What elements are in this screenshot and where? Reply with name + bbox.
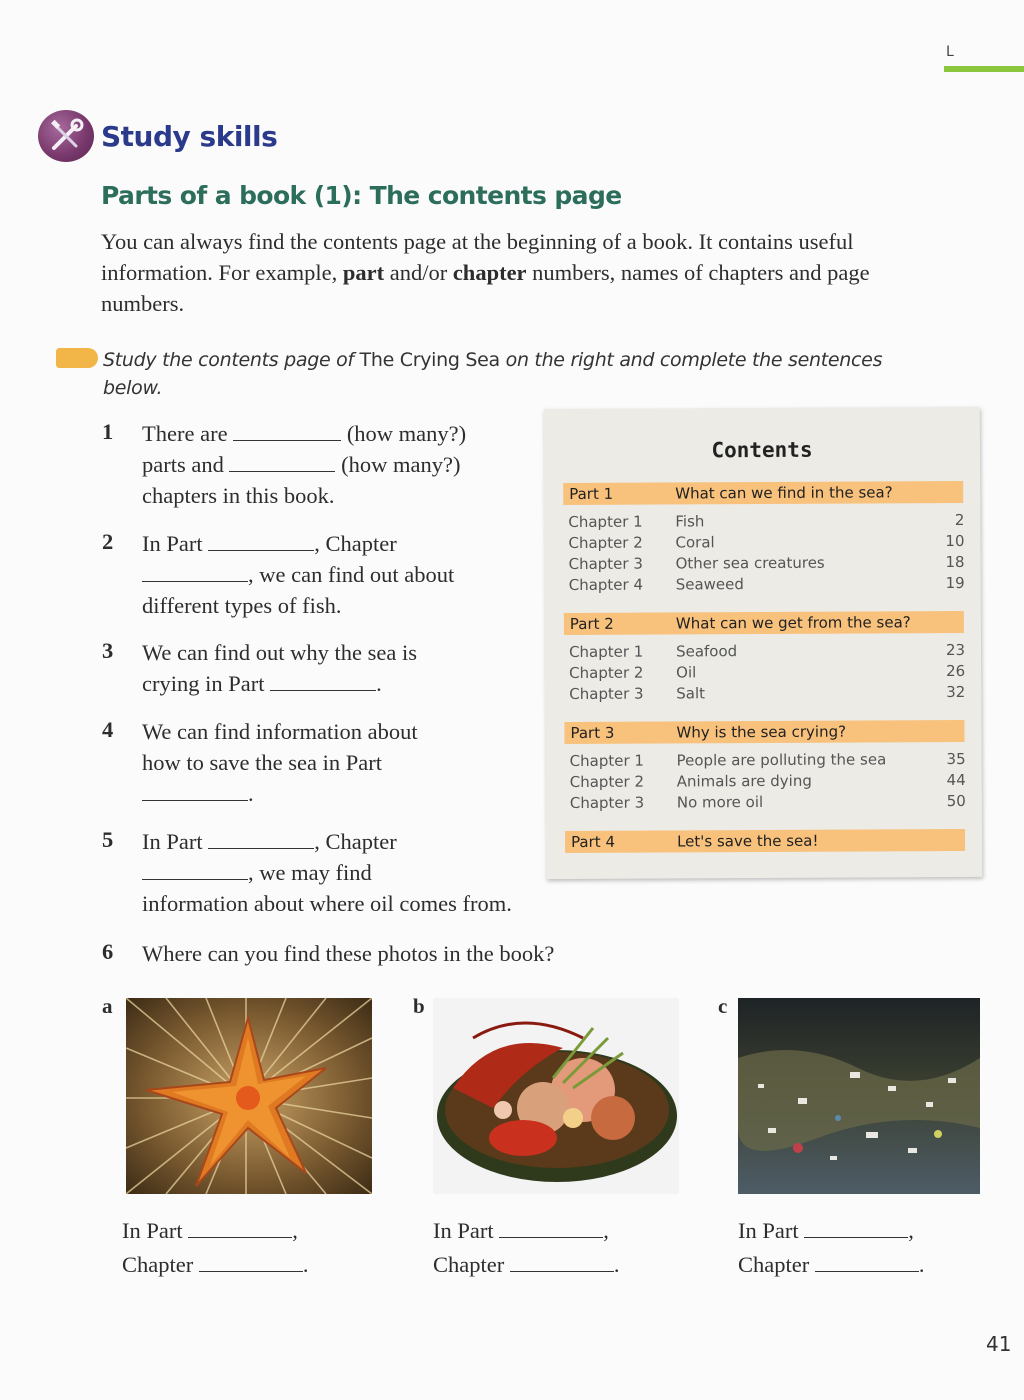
answer-blank[interactable] bbox=[199, 1252, 303, 1272]
answer-blank[interactable] bbox=[510, 1252, 614, 1272]
contents-chapter-row: Chapter 1 People are polluting the sea 35 bbox=[569, 749, 966, 771]
contents-card bbox=[544, 407, 982, 879]
contents-part-row: Part 4 Let's save the sea! bbox=[565, 829, 965, 853]
photo-letter: b bbox=[413, 994, 425, 1018]
contents-chapter-row: Chapter 4 Seaweed 19 bbox=[568, 573, 965, 595]
question-3: We can find out why the sea is crying in Part . bbox=[142, 640, 417, 696]
answer-blank[interactable] bbox=[270, 671, 376, 691]
answer-blank[interactable] bbox=[804, 1218, 908, 1238]
seafood-photo bbox=[433, 998, 679, 1194]
question-number: 3 bbox=[102, 638, 114, 663]
corner-mark: L bbox=[946, 44, 954, 60]
answer-blank[interactable] bbox=[208, 531, 314, 551]
contents-chapter-row: Chapter 3 Salt 32 bbox=[569, 682, 966, 704]
question-number: 4 bbox=[102, 717, 114, 742]
answer-blank[interactable] bbox=[188, 1218, 292, 1238]
question-number: 2 bbox=[102, 529, 114, 554]
photo-caption: In Part , Chapter . bbox=[122, 1218, 309, 1277]
contents-part-row: Part 1 What can we find in the sea? bbox=[563, 481, 963, 505]
answer-blank[interactable] bbox=[208, 829, 314, 849]
contents-chapter-row: Chapter 2 Coral 10 bbox=[568, 531, 965, 553]
contents-title: Contents bbox=[711, 437, 813, 463]
contents-chapter-row: Chapter 2 Oil 26 bbox=[569, 661, 966, 683]
contents-chapter-row: Chapter 1 Fish 2 bbox=[568, 510, 965, 532]
answer-blank[interactable] bbox=[142, 781, 248, 801]
question-6: Where can you find these photos in the book? bbox=[142, 941, 555, 966]
section-heading: Study skills bbox=[101, 120, 278, 153]
answer-blank[interactable] bbox=[233, 421, 341, 441]
question-4: We can find information about how to save the sea in Part . bbox=[142, 719, 418, 806]
question-1: There are (how many?) parts and (how many?) chapters in this book. bbox=[142, 421, 467, 508]
page-title: Parts of a book (1): The contents page bbox=[101, 181, 622, 210]
answer-blank[interactable] bbox=[142, 562, 248, 582]
page-number: 41 bbox=[986, 1332, 1012, 1356]
corner-line bbox=[944, 66, 1024, 72]
answer-blank[interactable] bbox=[815, 1252, 919, 1272]
intro-paragraph: You can always find the contents page at the beginning of a book. It contains useful information. For example, part and/or chapter numbers, names of chapters and page numbers. bbox=[101, 229, 870, 316]
contents-chapter-row: Chapter 1 Seafood 23 bbox=[568, 640, 966, 662]
instruction: Study the contents page of The Crying Sea on the right and complete the sentences below. bbox=[103, 349, 883, 399]
contents-part-row: Part 3 Why is the sea crying? bbox=[564, 720, 964, 744]
answer-blank[interactable] bbox=[499, 1218, 603, 1238]
answer-blank[interactable] bbox=[229, 452, 335, 472]
question-number: 6 bbox=[102, 939, 114, 964]
question-2: In Part , Chapter , we can find out about different types of fish. bbox=[142, 531, 455, 618]
contents-chapter-row: Chapter 2 Animals are dying 44 bbox=[569, 770, 966, 792]
contents-chapter-row: Chapter 3 No more oil 50 bbox=[569, 791, 966, 813]
photo-letter: a bbox=[102, 994, 113, 1018]
contents-part-row: Part 2 What can we get from the sea? bbox=[564, 611, 964, 635]
pollution-photo bbox=[738, 998, 980, 1194]
question-number: 5 bbox=[102, 827, 114, 852]
question-5: In Part , Chapter , we may find information about where oil comes from. bbox=[142, 829, 512, 916]
photo-caption: In Part , Chapter . bbox=[433, 1218, 620, 1277]
photo-caption: In Part , Chapter . bbox=[738, 1218, 925, 1277]
contents-chapter-row: Chapter 3 Other sea creatures 18 bbox=[568, 552, 965, 574]
photo-letter: c bbox=[718, 994, 728, 1018]
starfish-photo bbox=[126, 998, 372, 1194]
tools-icon bbox=[38, 110, 94, 162]
question-number: 1 bbox=[102, 419, 114, 444]
answer-blank[interactable] bbox=[142, 860, 248, 880]
instruction-marker-icon bbox=[56, 348, 98, 368]
